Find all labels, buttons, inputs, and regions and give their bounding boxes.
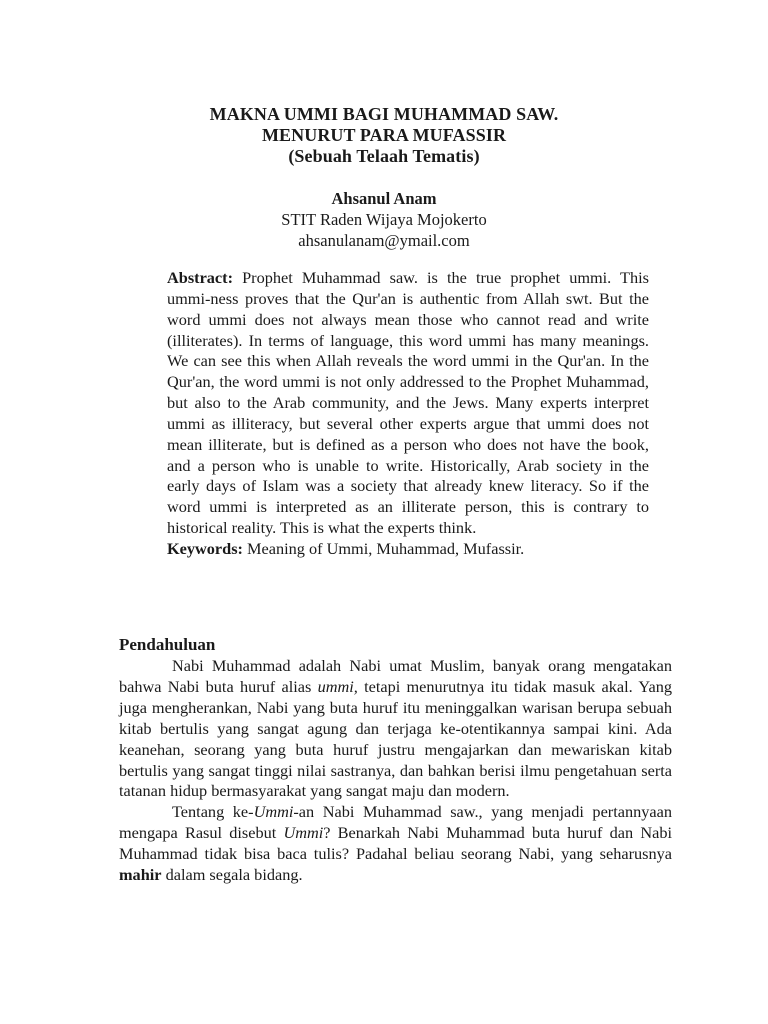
- keywords-line: [167, 539, 649, 560]
- section-heading: Pendahuluan: [119, 635, 216, 654]
- author-email: ahsanulanam@ymail.com: [298, 231, 470, 250]
- title-subtitle: (Sebuah Telaah Tematis): [288, 146, 480, 166]
- abstract-text: Prophet Muhammad saw. is the true prophet ummi. This ummi-ness proves that the Qur'an is authentic from Allah swt. But the word ummi does not always mean those who cannot read and write (illiterates). In terms of language, this word ummi has many meanings. We can see this when Allah reveals the word ummi in the Qur'an. In the Qur'an, the word ummi is not only addressed to the Prophet Muhammad, but also to the Arab community, and the Jews. Many experts interpret ummi as illiteracy, but several other experts argue that ummi does not mean illiterate, but is defined as a person who does not have the book, and a person who is unable to write. Historically, Arab society in the early days of Islam was a society that already knew literacy. So if the word ummi is interpreted as an illiterate person, this is contrary to historical reality. This is what the experts think.: [167, 268, 649, 538]
- author-affiliation: STIT Raden Wijaya Mojokerto: [281, 210, 487, 229]
- bold-term: mahir: [119, 865, 162, 885]
- author-block: [0, 188, 768, 251]
- abstract-block: [167, 268, 649, 560]
- title-line-1: MAKNA UMMI BAGI MUHAMMAD SAW.: [209, 104, 559, 124]
- keywords-label: Keywords:: [167, 538, 243, 558]
- body-paragraph-2: [119, 802, 672, 886]
- keywords-text: Meaning of Ummi, Muhammad, Mufassir.: [242, 538, 525, 558]
- abstract-paragraph: [167, 268, 649, 539]
- body-text-run: Tentang ke-: [172, 802, 254, 822]
- title-line-2: MENURUT PARA MUFASSIR: [261, 125, 507, 145]
- body-text-run: ? Benarkah Nabi Muhammad buta huruf dan Nabi Muhammad tidak bisa baca tulis? Padahal beliau seorang Nabi, yang seharusnya: [119, 823, 672, 864]
- abstract-label: Abstract:: [167, 268, 234, 287]
- body-paragraph-1: [119, 656, 672, 802]
- body-text-run: -an Nabi Muhammad saw., yang menjadi pertannyaan mengapa Rasul disebut: [119, 802, 672, 843]
- italic-term: Ummi: [253, 802, 294, 822]
- body-text-run: tetapi menurutnya itu tidak masuk akal. Yang juga mengherankan, Nabi yang buta huruf itu meninggalkan warisan berupa sebuah kitab bertulis yang sangat agung dan terjaga ke-otentikannya sampai kini. Ada keanehan, seorang yang buta huruf justru mengajarkan dan mewariskan kitab bertulis yang sangat tinggi nilai sastranya, dan bahkan berisi ilmu pengetahuan serta tatanan hidup bermasyarakat yang sangat maju dan modern.: [119, 676, 673, 801]
- body-text-run: dalam segala bidang.: [161, 865, 303, 885]
- author-name: Ahsanul Anam: [331, 189, 437, 208]
- section-body: [119, 656, 672, 886]
- body-text-run: Nabi Muhammad adalah Nabi umat Muslim, banyak orang mengatakan bahwa Nabi buta huruf alias: [119, 656, 672, 696]
- italic-term: ummi,: [317, 676, 358, 696]
- italic-term: Ummi: [283, 823, 324, 843]
- paper-title: [0, 104, 768, 167]
